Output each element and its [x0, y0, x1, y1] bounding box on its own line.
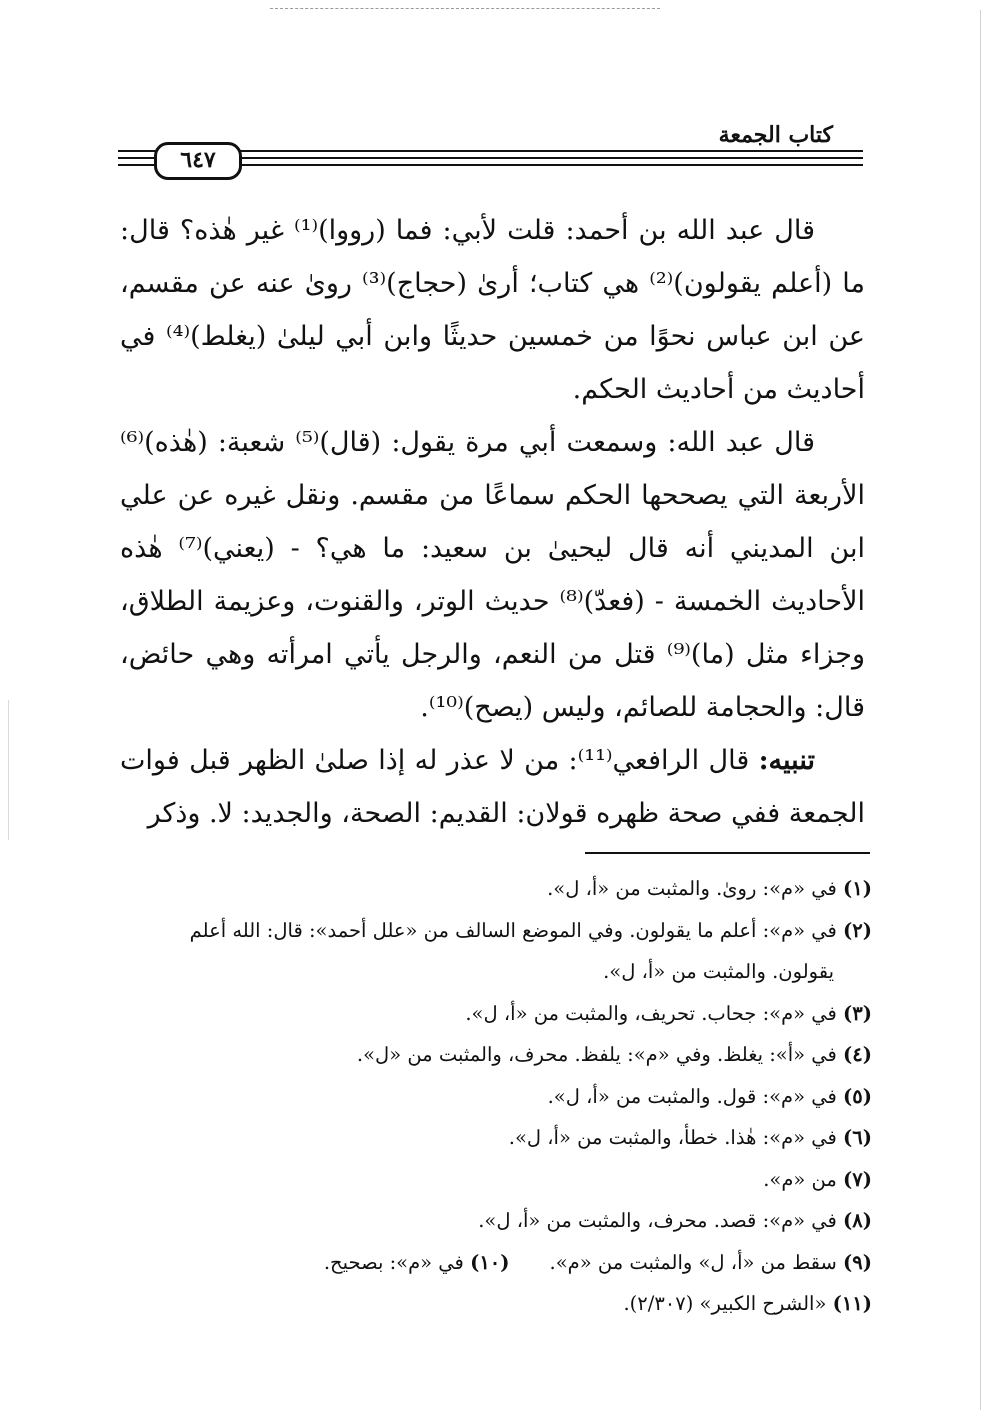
footnote-number: (١١): [832, 1292, 872, 1315]
footnote-1: [120, 868, 872, 910]
footnote-number: (٥): [843, 1084, 872, 1108]
footnote-4: [120, 1034, 872, 1076]
footnote-text: في «م»: أعلم ما يقولون. وفي الموضع السالف من «علل أحمد»: قال: الله أعلم: [189, 918, 844, 942]
footnote-divider: [585, 852, 870, 854]
scan-edge-left: [8, 700, 9, 840]
footnote-6: [120, 1117, 872, 1159]
page-number: ٦٤٧: [154, 142, 242, 180]
note-paragraph: [120, 734, 865, 840]
footnote-7: [120, 1159, 872, 1201]
footnote-text: في «م»: قصد. محرف، والمثبت من «أ، ل».: [478, 1209, 844, 1232]
footnote-text: في «م»: هٰذا. خطأ، والمثبت من «أ، ل».: [508, 1126, 844, 1149]
footnote-2-continuation: يقولون. والمثبت من «أ، ل».: [603, 960, 834, 983]
footnote-text: في «م»: بصحيح.: [323, 1250, 471, 1274]
footnote-text: «الشرح الكبير» (٢/٣٠٧).: [623, 1292, 833, 1315]
footnote-3: [120, 993, 872, 1035]
page-header: [118, 120, 863, 190]
footnote-11: [120, 1283, 872, 1325]
footnote-number: (٢): [843, 918, 872, 942]
footnote-number: (٣): [843, 1001, 872, 1025]
note-lead: تنبيه:: [758, 745, 815, 776]
footnote-text: سقط من «أ، ل» والمثبت من «م».: [549, 1250, 844, 1274]
chapter-title: كتاب الجمعة: [718, 122, 833, 148]
footnote-5: [120, 1076, 872, 1118]
footnote-number: (٤): [843, 1043, 872, 1066]
note-text: قال الرافعي⁽¹¹⁾: من لا عذر له إذا صلىٰ الظهر قبل فوات الجمعة ففي صحة ظهره قولان: القديم: الصحة، والجديد: لا. وذكر: [120, 745, 865, 829]
footnote-number: (٩): [843, 1250, 872, 1274]
paragraph: قال عبد الله: وسمعت أبي مرة يقول: (قال)⁽⁵⁾ شعبة: (هٰذه)⁽⁶⁾ الأربعة التي يصححها الحكم سماعًا من مقسم. ونقل غيره عن علي ابن المديني أنه قال ليحيىٰ بن سعيد: ما هي؟ - (يعني)⁽⁷⁾ هٰذه الأحاديث الخمسة - (فعدّ)⁽⁸⁾ حديث الوتر، والقنوت، وعزيمة الطلاق، وجزاء مثل (ما)⁽⁹⁾ قتل من النعم، والرجل يأتي امرأته وهي حائض، قال: والحجامة للصائم، وليس (يصح)⁽¹⁰⁾.: [120, 427, 866, 723]
footnote-8: [120, 1200, 872, 1242]
footnote-text: في «م»: روىٰ. والمثبت من «أ، ل».: [547, 877, 844, 900]
scan-edge-top: [270, 8, 660, 9]
footnote-number: (١): [843, 877, 872, 900]
footnote-2: [120, 910, 872, 952]
paragraph: قال عبد الله بن أحمد: قلت لأبي: فما (رووا)⁽¹⁾ غير هٰذه؟ قال: ما (أعلم يقولون)⁽²⁾ هي كتاب؛ أرىٰ (حجاج)⁽³⁾ روىٰ عنه عن مقسم، عن ابن عباس نحوًا من خمسين حديثًا وابن أبي ليلىٰ (يغلط)⁽⁴⁾ في أحاديث من أحاديث الحكم.: [120, 215, 866, 405]
footnote-text: في «م»: قول. والمثبت من «أ، ل».: [547, 1084, 844, 1108]
footnote-text: من «م».: [763, 1167, 844, 1191]
footnotes: [120, 868, 872, 1325]
footnote-9-10: [120, 1242, 872, 1284]
footnote-number: (٦): [843, 1126, 872, 1149]
footnote-number: (٧): [843, 1167, 872, 1191]
footnote-text: في «أ»: يغلظ. وفي «م»: يلفظ. محرف، والمثبت من «ل».: [356, 1043, 844, 1066]
footnote-number: (٨): [843, 1209, 872, 1232]
scan-edge-right: [980, 10, 981, 1410]
footnote-number: (١٠): [470, 1250, 510, 1274]
main-text: [120, 204, 865, 840]
footnote-text: في «م»: جحاب. تحريف، والمثبت من «أ، ل».: [465, 1001, 844, 1025]
